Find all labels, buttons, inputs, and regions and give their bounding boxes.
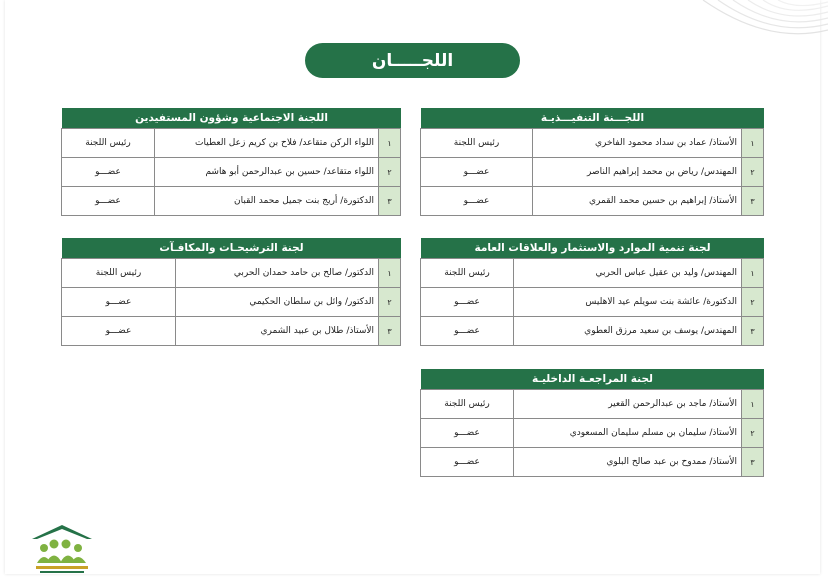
member-name: المهندس/ يوسف بن سعيد مرزق العطوي [514, 317, 742, 346]
table-row [421, 390, 764, 419]
member-role: عضـــو [421, 448, 514, 477]
member-name: الدكتور/ صالح بن حامد حمدان الحربي [176, 259, 379, 288]
row-number: ٣ [379, 317, 401, 346]
table-row [421, 288, 764, 317]
committee-executive [421, 108, 764, 216]
member-role: عضـــو [421, 317, 514, 346]
row-number: ٣ [742, 448, 764, 477]
member-role: رئيس اللجنة [421, 129, 533, 158]
committee-title: لجنة المراجعـة الداخليـة [421, 369, 764, 389]
row-number: ٣ [742, 317, 764, 346]
row-number: ٣ [742, 187, 764, 216]
row-number: ٣ [379, 187, 401, 216]
committee-table [61, 128, 401, 216]
member-name: اللواء متقاعد/ حسين بن عبدالرحمن أبو هاشم [155, 158, 379, 187]
table-row [62, 158, 401, 187]
table-row [421, 158, 764, 187]
row-number: ١ [742, 390, 764, 419]
member-name: الأستاذ/ ماجد بن عبدالرحمن القعير [514, 390, 742, 419]
row-number: ٢ [742, 288, 764, 317]
row-number: ١ [379, 259, 401, 288]
page-title: اللجـــــان [305, 43, 520, 78]
committee-audit [421, 369, 764, 477]
table-row [421, 448, 764, 477]
member-role: عضـــو [62, 187, 155, 216]
member-name: المهندس/ وليد بن عقيل عباس الحربي [514, 259, 742, 288]
table-row [421, 317, 764, 346]
table-row [62, 259, 401, 288]
organization-logo [30, 523, 94, 575]
member-role: رئيس اللجنة [421, 390, 514, 419]
committee-table [61, 258, 401, 346]
member-role: عضـــو [421, 419, 514, 448]
committee-table [420, 128, 764, 216]
member-name: الأستاذ/ ممدوح بن عبد صالح البلوي [514, 448, 742, 477]
member-role: عضـــو [62, 158, 155, 187]
row-number: ٢ [742, 158, 764, 187]
member-name: الدكتور/ وائل بن سلطان الحكيمي [176, 288, 379, 317]
table-row [62, 288, 401, 317]
member-name: الدكتورة/ عائشة بنت سويلم عيد الاهليس [514, 288, 742, 317]
committee-title: اللجنة الاجتماعية وشؤون المستفيدين [62, 108, 401, 128]
table-row [62, 317, 401, 346]
committee-table [420, 389, 764, 477]
member-name: الأستاذ/ عماد بن سداد محمود الفاخري [533, 129, 742, 158]
member-name: الأستاذ/ إبراهيم بن حسين محمد القمري [533, 187, 742, 216]
member-role: رئيس اللجنة [421, 259, 514, 288]
committee-social [62, 108, 401, 216]
member-role: رئيس اللجنة [62, 259, 176, 288]
table-row [62, 129, 401, 158]
member-name: اللواء الركن متقاعد/ فلاح بن كريم زعل العطيات [155, 129, 379, 158]
row-number: ٢ [379, 158, 401, 187]
member-name: الأستاذ/ سليمان بن مسلم سليمان المسعودي [514, 419, 742, 448]
committee-title: لجنة تنمية الموارد والاستثمار والعلاقات العامة [421, 238, 764, 258]
member-role: عضـــو [62, 288, 176, 317]
row-number: ٢ [742, 419, 764, 448]
member-name: الدكتورة/ أريج بنت جميل محمد القبان [155, 187, 379, 216]
member-role: عضـــو [62, 317, 176, 346]
committee-title: لجنة الترشيحـات والمكافـآت [62, 238, 401, 258]
member-role: عضـــو [421, 288, 514, 317]
row-number: ١ [742, 259, 764, 288]
table-row [421, 259, 764, 288]
row-number: ٢ [379, 288, 401, 317]
table-row [421, 187, 764, 216]
committee-table [420, 258, 764, 346]
row-number: ١ [379, 129, 401, 158]
table-row [62, 187, 401, 216]
table-row [421, 129, 764, 158]
table-row [421, 419, 764, 448]
member-role: رئيس اللجنة [62, 129, 155, 158]
committee-resources [421, 238, 764, 346]
member-role: عضـــو [421, 158, 533, 187]
member-name: الأستاذ/ طلال بن عبيد الشمري [176, 317, 379, 346]
decorative-arcs [688, 0, 828, 70]
member-role: عضـــو [421, 187, 533, 216]
committee-nominations [62, 238, 401, 346]
committee-title: اللجـــنة التنفيـــذيـة [421, 108, 764, 128]
logo-roof-icon [32, 525, 92, 539]
row-number: ١ [742, 129, 764, 158]
member-name: المهندس/ رياض بن محمد إبراهيم الناصر [533, 158, 742, 187]
